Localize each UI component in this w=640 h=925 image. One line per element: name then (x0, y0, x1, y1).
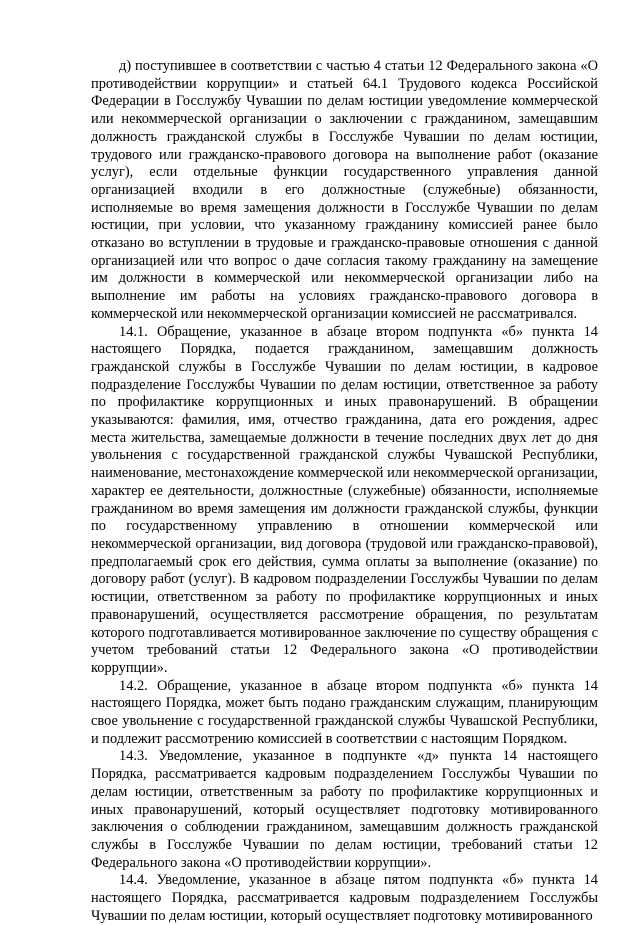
paragraph-14-2: 14.2. Обращение, указанное в абзаце втором подпункта «б» пункта 14 настоящего Порядка, может быть подано гражданским служащим, планирующим свое увольнение с государственной гражданской службы Чувашской Республики, и подлежит рассмотрению комиссией в соответствии с настоящим Порядком. (91, 677, 598, 747)
paragraph-item-d: д) поступившее в соответствии с частью 4 статьи 12 Федерального закона «О противодействии коррупции» и статьей 64.1 Трудового кодекса Российской Федерации в Госслужбу Чувашии по делам юстиции уведомление коммерческой или некоммерческой организации о заключении с гражданином, замещавшим должность гражданской службы в Госслужбе Чувашии по делам юстиции, трудового или гражданско-правового договора на выполнение работ (оказание услуг), если отдельные функции государственного управления данной организацией входили в его должностные (служебные) обязанности, исполняемые во время замещения должности в Госслужбе Чувашии по делам юстиции, при условии, что указанному гражданину комиссией ранее было отказано во вступлении в трудовые и гражданско-правовые отношения с данной организацией или что вопрос о даче согласия такому гражданину на замещение им должности в коммерческой или некоммерческой организации либо на выполнение им работы на условиях гражданско-правового договора в коммерческой или некоммерческой организации комиссией не рассматривался. (91, 58, 598, 322)
document-body (91, 58, 598, 925)
paragraph-14-3: 14.3. Уведомление, указанное в подпункте «д» пункта 14 настоящего Порядка, рассматривается кадровым подразделением Госслужбы Чувашии по делам юстиции, ответственным за работу по профилактике коррупционных и иных правонарушений, который осуществляет подготовку мотивированного заключения о соблюдении гражданином, замещавшим должность гражданской службы в Госслужбе Чувашии по делам юстиции, требований статьи 12 Федерального закона «О противодействии коррупции». (91, 748, 598, 871)
paragraph-14-1: 14.1. Обращение, указанное в абзаце втором подпункта «б» пункта 14 настоящего Порядка, подается гражданином, замещавшим должность гражданской службы в Госслужбе Чувашии по делам юстиции, в кадровое подразделение Госслужбы Чувашии по делам юстиции, ответственное за работу по профилактике коррупционных и иных правонарушений. В обращении указываются: фамилия, имя, отчество гражданина, дата его рождения, адрес места жительства, замещаемые должности в течение последних двух лет до дня увольнения с государственной гражданской службы Чувашской Республики, наименование, местонахождение коммерческой или некоммерческой организации, характер ее деятельности, должностные (служебные) обязанности, исполняемые гражданином во время замещения им должности гражданской службы, функции по государственному управлению в отношении коммерческой или некоммерческой организации, вид договора (трудовой или гражданско-правовой), предполагаемый срок его действия, сумма оплаты за выполнение (оказание) по договору работ (услуг). В кадровом подразделении Госслужбы Чувашии по делам юстиции, ответственном за работу по профилактике коррупционных и иных правонарушений, осуществляется рассмотрение обращения, по результатам которого подготавливается мотивированное заключение по существу обращения с учетом требований статьи 12 Федерального закона «О противодействии коррупции». (91, 323, 598, 676)
paragraph-14-4: 14.4. Уведомление, указанное в абзаце пятом подпункта «б» пункта 14 настоящего Порядка, рассматривается кадровым подразделением Госслужбы Чувашии по делам юстиции, который осуществляет подготовку мотивированного (91, 872, 598, 924)
